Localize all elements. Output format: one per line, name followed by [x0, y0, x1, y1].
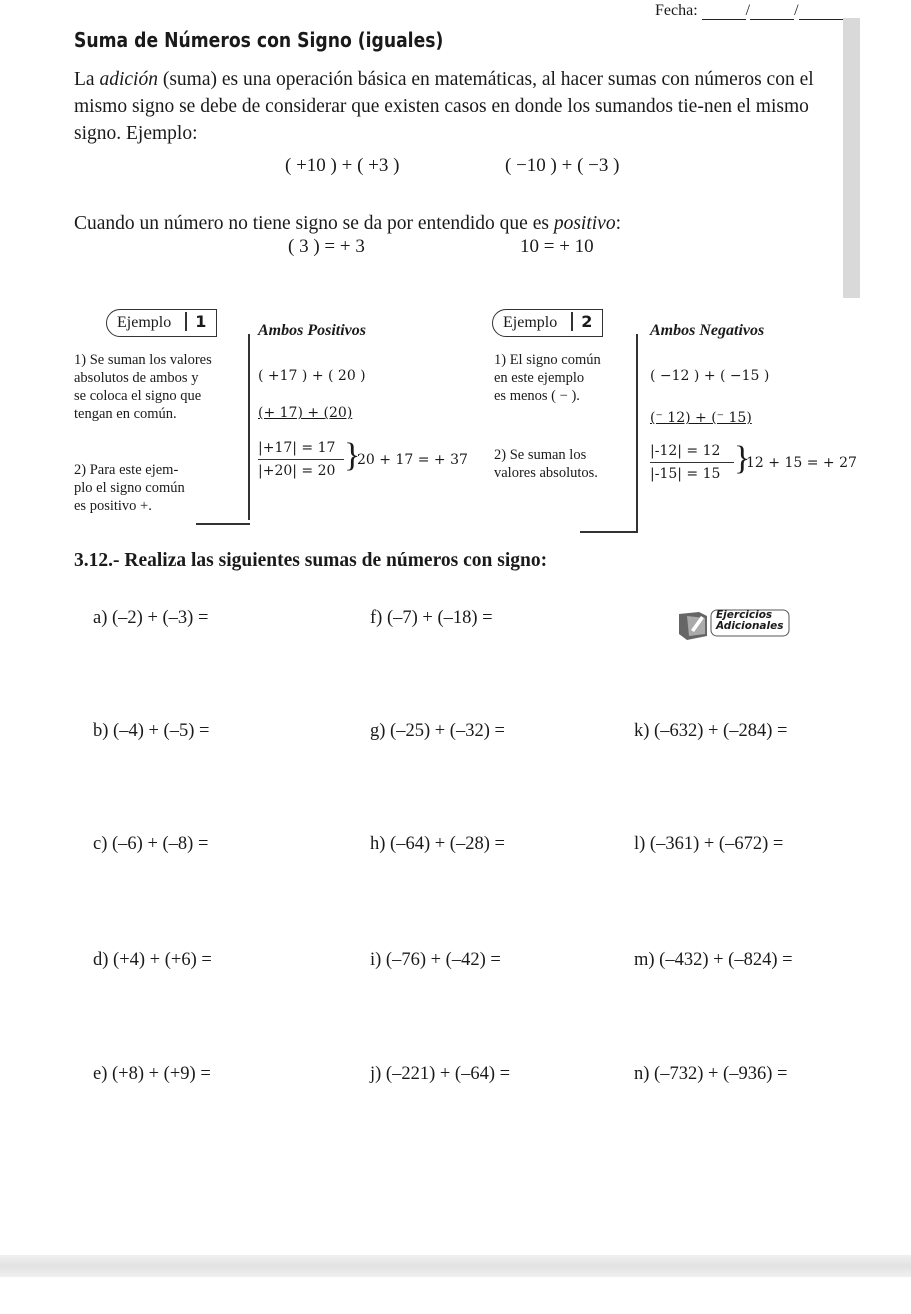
- step-line: 2) Se suman los: [494, 447, 587, 463]
- implicit-text-start: Cuando un número no tiene signo se da por entendido que es: [74, 213, 554, 234]
- example-1-bottom-border: [196, 523, 250, 525]
- example-1-label-text: Ejemplo: [117, 314, 172, 331]
- exercise-e[interactable]: e) (+8) + (+9) =: [93, 1064, 211, 1084]
- example-1-step-2: [74, 461, 185, 515]
- exercise-section-title: [74, 550, 547, 572]
- example-1-number: 1: [185, 312, 206, 331]
- exercise-a[interactable]: a) (–2) + (–3) =: [93, 608, 209, 628]
- page-bottom-edge: [0, 1255, 911, 1277]
- page-edge-shadow: [843, 18, 860, 298]
- example-1-expression-underlined: (+ 17) + (20): [258, 405, 353, 421]
- step-line: plo el signo común: [74, 480, 185, 496]
- extra-exercises-label: [716, 610, 784, 632]
- example-1-title: Ambos Positivos: [258, 322, 367, 339]
- exercise-k[interactable]: k) (–632) + (–284) =: [634, 721, 788, 741]
- intro-text-end: (suma) es una operación básica en matemáticas, al hacer sumas con números con el mismo signo se debe de considerar que existen casos en donde los sumandos tie-nen el mismo signo. Ejemplo:: [74, 69, 814, 144]
- example-2-number: 2: [571, 312, 592, 331]
- step-line: en este ejemplo: [494, 370, 585, 386]
- example-2-abs-1: |-12| = 12: [650, 443, 721, 459]
- example-1-expression: ( +17 ) + ( 20 ): [258, 368, 366, 384]
- step-line: tengan en común.: [74, 406, 177, 422]
- exercise-f[interactable]: f) (–7) + (–18) =: [370, 608, 493, 628]
- example-2-step-1: [494, 351, 601, 405]
- step-line: valores absolutos.: [494, 465, 598, 481]
- example-1-abs-2: |+20| = 20: [258, 463, 336, 479]
- date-day-blank[interactable]: [702, 5, 746, 20]
- example-1-step-1: [74, 351, 212, 423]
- exercise-section-title-text: 3.12.- Realiza las siguientes sumas de números con signo:: [74, 550, 548, 571]
- implicit-sign-paragraph: [74, 210, 834, 237]
- step-line: es menos ( − ).: [494, 388, 580, 404]
- implicit-italic-term: positivo: [553, 213, 616, 234]
- example-2-label-text: Ejemplo: [503, 314, 558, 331]
- badge-line: Adicionales: [716, 620, 784, 632]
- example-2-result: 12 + 15 = + 27: [746, 455, 857, 471]
- exercise-b[interactable]: b) (–4) + (–5) =: [93, 721, 210, 741]
- intro-example-negative: ( −10 ) + ( −3 ): [505, 155, 620, 176]
- example-2-abs-2: |-15| = 15: [650, 466, 721, 482]
- date-year-blank[interactable]: [799, 5, 843, 20]
- exercise-h[interactable]: h) (–64) + (–28) =: [370, 834, 505, 854]
- example-2-expression: ( −12 ) + ( −15 ): [650, 368, 770, 384]
- page-title: Suma de Números con Signo (iguales): [74, 28, 444, 52]
- exercise-n[interactable]: n) (–732) + (–936) =: [634, 1064, 788, 1084]
- example-2-fraction-line: [650, 462, 734, 463]
- example-2-expression-underlined: (⁻ 12) + (⁻ 15): [650, 410, 752, 426]
- exercise-m[interactable]: m) (–432) + (–824) =: [634, 950, 793, 970]
- exercise-c[interactable]: c) (–6) + (–8) =: [93, 834, 209, 854]
- example-1-label: [106, 309, 217, 337]
- exercise-l[interactable]: l) (–361) + (–672) =: [634, 834, 784, 854]
- exercise-j[interactable]: j) (–221) + (–64) =: [370, 1064, 511, 1084]
- exercise-i[interactable]: i) (–76) + (–42) =: [370, 950, 501, 970]
- implicit-example-1: ( 3 ) = + 3: [288, 236, 365, 257]
- example-2-bottom-border: [580, 531, 638, 533]
- exercise-d[interactable]: d) (+4) + (+6) =: [93, 950, 212, 970]
- intro-example-positive: ( +10 ) + ( +3 ): [285, 155, 400, 176]
- date-month-blank[interactable]: [750, 5, 794, 20]
- implicit-text-end: :: [615, 213, 621, 234]
- example-1-border: [248, 334, 250, 520]
- step-line: 2) Para este ejem-: [74, 462, 179, 478]
- example-2-brace: }: [734, 440, 751, 477]
- intro-paragraph: [74, 66, 834, 147]
- intro-text-start: La: [74, 69, 100, 90]
- date-field: Fecha: / /: [655, 2, 843, 20]
- example-1-brace: }: [344, 437, 361, 474]
- exercise-g[interactable]: g) (–25) + (–32) =: [370, 721, 505, 741]
- step-line: 1) Se suman los valores: [74, 352, 212, 368]
- badge-line: Ejercicios: [716, 609, 773, 621]
- example-1-result: 20 + 17 = + 37: [357, 452, 468, 468]
- example-1-abs-1: |+17| = 17: [258, 440, 336, 456]
- step-line: es positivo +.: [74, 498, 152, 514]
- example-2-step-2: [494, 446, 598, 482]
- step-line: 1) El signo común: [494, 352, 601, 368]
- example-1-fraction-line: [258, 459, 344, 460]
- date-label: Fecha:: [655, 2, 698, 19]
- step-line: absolutos de ambos y: [74, 370, 199, 386]
- example-2-border: [636, 334, 638, 532]
- implicit-example-2: 10 = + 10: [520, 236, 594, 257]
- example-2-label: [492, 309, 603, 337]
- example-2-title: Ambos Negativos: [650, 322, 765, 339]
- intro-italic-term: adición: [99, 69, 158, 90]
- step-line: se coloca el signo que: [74, 388, 202, 404]
